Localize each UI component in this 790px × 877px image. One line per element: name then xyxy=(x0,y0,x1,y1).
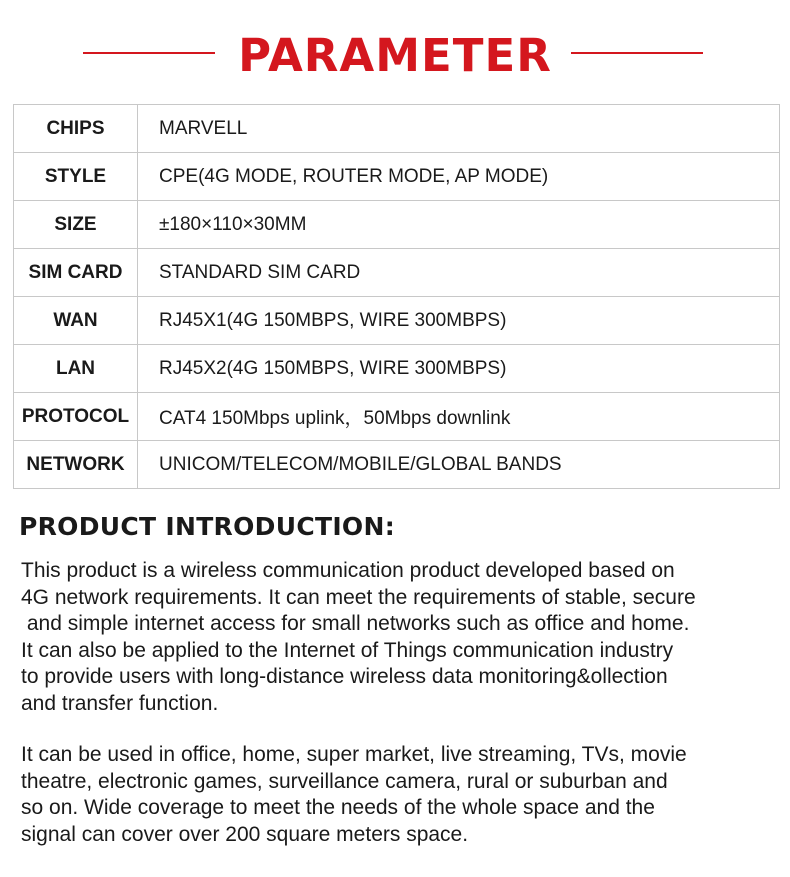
table-row xyxy=(14,249,780,297)
title-divider-right xyxy=(571,52,703,54)
intro-line: It can be used in office, home, super market, live streaming, TVs, movie xyxy=(21,743,687,766)
intro-line: signal can cover over 200 square meters space. xyxy=(21,822,469,846)
intro-line: It can also be applied to the Internet of Things communication industry xyxy=(21,638,674,662)
intro-line: This product is a wireless communication product developed based on xyxy=(21,559,675,582)
parameter-table xyxy=(13,104,780,489)
param-key: PROTOCOL xyxy=(14,393,138,441)
intro-line: theatre, electronic games, surveillance camera, rural or suburban and xyxy=(21,769,668,793)
intro-line: so on. Wide coverage to meet the needs of the whole space and the xyxy=(21,796,655,819)
intro-line: to provide users with long-distance wireless data monitoring&ollection xyxy=(21,665,668,688)
param-key: SIM CARD xyxy=(14,249,138,297)
param-value: RJ45X2(4G 150MBPS, WIRE 300MBPS) xyxy=(138,345,780,393)
intro-paragraph-2 xyxy=(21,742,781,848)
param-key: WAN xyxy=(14,297,138,345)
page-header xyxy=(0,26,790,86)
param-key: CHIPS xyxy=(14,105,138,153)
param-key: STYLE xyxy=(14,153,138,201)
table-row xyxy=(14,201,780,249)
param-value: MARVELL xyxy=(138,105,780,153)
page-title: PARAMETER xyxy=(238,29,552,82)
intro-line: 4G network requirements. It can meet the requirements of stable, secure xyxy=(21,585,696,609)
param-value: CAT4 150Mbps uplink，50Mbps downlink xyxy=(138,393,780,441)
intro-paragraph-1 xyxy=(21,558,781,717)
param-value: ±180×110×30MM xyxy=(138,201,780,249)
table-row xyxy=(14,153,780,201)
param-value: RJ45X1(4G 150MBPS, WIRE 300MBPS) xyxy=(138,297,780,345)
param-key: SIZE xyxy=(14,201,138,249)
table-row xyxy=(14,441,780,489)
param-value: CPE(4G MODE, ROUTER MODE, AP MODE) xyxy=(138,153,780,201)
param-key: LAN xyxy=(14,345,138,393)
table-row xyxy=(14,345,780,393)
intro-line: and transfer function. xyxy=(21,691,219,715)
intro-heading: PRODUCT INTRODUCTION: xyxy=(19,512,395,541)
param-value: STANDARD SIM CARD xyxy=(138,249,780,297)
param-value: UNICOM/TELECOM/MOBILE/GLOBAL BANDS xyxy=(138,441,780,489)
table-row xyxy=(14,393,780,441)
param-key: NETWORK xyxy=(14,441,138,489)
table-row xyxy=(14,105,780,153)
table-row xyxy=(14,297,780,345)
intro-line: and simple internet access for small networks such as office and home. xyxy=(21,612,690,635)
